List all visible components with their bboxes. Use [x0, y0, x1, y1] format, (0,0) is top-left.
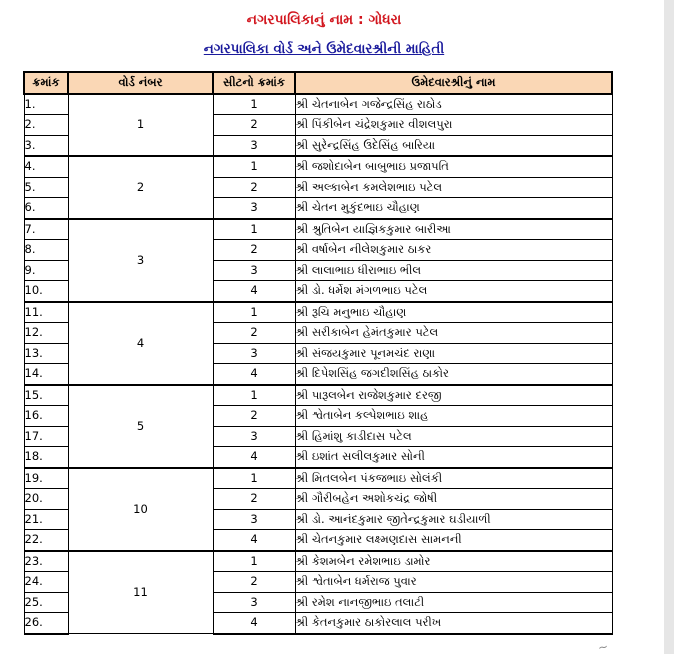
ward-number-cell: 10: [68, 468, 213, 551]
candidate-name-cell: શ્રી કેશમબેન રમેશભાઇ ડામોર: [295, 551, 612, 572]
seat-number-cell: 4: [213, 447, 295, 468]
candidate-name-cell: શ્રી ચેતનાબેન ગજેન્દ્રસિંહ રાઠોડ: [295, 94, 612, 115]
seat-number-cell: 1: [213, 302, 295, 323]
serial-number-cell: 15.: [24, 385, 68, 406]
candidate-name-cell: શ્રી જશોદાબેન બાબુભાઇ પ્રજાપતિ: [295, 156, 612, 177]
ward-number-cell: 4: [68, 302, 213, 385]
seat-number-cell: 1: [213, 156, 295, 177]
candidate-name-cell: શ્રી શ્વેતાબેન કલ્પેશભાઇ શાહ: [295, 406, 612, 427]
seat-number-cell: 3: [213, 135, 295, 156]
seat-number-cell: 1: [213, 551, 295, 572]
serial-number-cell: 25.: [24, 592, 68, 613]
seat-number-cell: 3: [213, 198, 295, 219]
seat-number-cell: 2: [213, 115, 295, 136]
signature-scribble: ~: [596, 639, 610, 655]
seat-number-cell: 3: [213, 426, 295, 447]
column-header-seat: સીટનો ક્રમાંક: [213, 72, 295, 94]
candidate-name-cell: શ્રી પારૂલબેન રાજેશકુમાર દરજી: [295, 385, 612, 406]
seat-number-cell: 2: [213, 489, 295, 510]
ward-number-cell: 1: [68, 94, 213, 157]
table-body: [24, 94, 612, 634]
ward-number-cell: 5: [68, 385, 213, 468]
seat-number-cell: 1: [213, 219, 295, 240]
seat-number-cell: 4: [213, 281, 295, 302]
candidate-name-cell: શ્રી સુરેન્દ્રસિંહ ઉદેસિંહ બારિયા: [295, 135, 612, 156]
serial-number-cell: 19.: [24, 468, 68, 489]
candidate-name-cell: શ્રી ગૌરીબહેન અશોકચંદ્ર જોષી: [295, 489, 612, 510]
serial-number-cell: 7.: [24, 219, 68, 240]
candidate-name-cell: શ્રી શ્રુતિબેન યાજ્ઞિકકુમાર બારીઆ: [295, 219, 612, 240]
candidate-name-cell: શ્રી ડો. આનંદકુમાર જીતેન્દ્રકુમાર ઘડીયાળી: [295, 509, 612, 530]
table-row: [24, 551, 612, 572]
serial-number-cell: 11.: [24, 302, 68, 323]
serial-number-cell: 26.: [24, 613, 68, 634]
seat-number-cell: 4: [213, 364, 295, 385]
serial-number-cell: 8.: [24, 240, 68, 261]
candidate-name-cell: શ્રી પિંકીબેન ચંદ્રેશકુમાર વીશલપુરા: [295, 115, 612, 136]
seat-number-cell: 3: [213, 343, 295, 364]
serial-number-cell: 23.: [24, 551, 68, 572]
candidate-name-cell: શ્રી ઇશાંત સલીલકુમાર સોની: [295, 447, 612, 468]
candidate-name-cell: શ્રી લાલાભાઇ ધીરાભાઇ ભીલ: [295, 260, 612, 281]
serial-number-cell: 24.: [24, 572, 68, 593]
table-row: [24, 156, 612, 177]
table-row: [24, 302, 612, 323]
column-header-ward: વોર્ડ નંબર: [68, 72, 213, 94]
candidate-name-cell: શ્રી રૂચિ મનુભાઇ ચૌહાણ: [295, 302, 612, 323]
serial-number-cell: 21.: [24, 509, 68, 530]
serial-number-cell: 12.: [24, 323, 68, 344]
seat-number-cell: 2: [213, 177, 295, 198]
seat-number-cell: 2: [213, 240, 295, 261]
candidate-name-cell: શ્રી સંજયકુમાર પૂનમચંદ રાણા: [295, 343, 612, 364]
serial-number-cell: 2.: [24, 115, 68, 136]
serial-number-cell: 13.: [24, 343, 68, 364]
municipality-title: નગરપાલિકાનું નામ : ગોધરા: [246, 12, 402, 28]
table-row: [24, 385, 612, 406]
seat-number-cell: 1: [213, 94, 295, 115]
serial-number-cell: 20.: [24, 489, 68, 510]
serial-number-cell: 3.: [24, 135, 68, 156]
seat-number-cell: 2: [213, 323, 295, 344]
ward-number-cell: 3: [68, 219, 213, 302]
candidate-name-cell: શ્રી સરીકાબેન હેમંતકુમાર પટેલ: [295, 323, 612, 344]
seat-number-cell: 3: [213, 260, 295, 281]
seat-number-cell: 3: [213, 592, 295, 613]
candidate-name-cell: શ્રી મિતલબેન પંકજભાઇ સોલંકી: [295, 468, 612, 489]
seat-number-cell: 1: [213, 468, 295, 489]
serial-number-cell: 17.: [24, 426, 68, 447]
serial-number-cell: 9.: [24, 260, 68, 281]
serial-number-cell: 22.: [24, 530, 68, 551]
candidate-name-cell: શ્રી દિપેશસિંહ જગદીશસિંહ ઠાકોર: [295, 364, 612, 385]
candidate-name-cell: શ્રી રમેશ નાનજીભાઇ તલાટી: [295, 592, 612, 613]
candidate-name-cell: શ્રી હિમાંશુ કાડીદાસ પટેલ: [295, 426, 612, 447]
seat-number-cell: 2: [213, 572, 295, 593]
candidate-name-cell: શ્રી કેતનકુમાર ઠાકોરલાલ પરીખ: [295, 613, 612, 634]
candidate-name-cell: શ્રી અલ્કાબેન કમલેશભાઇ પટેલ: [295, 177, 612, 198]
candidate-name-cell: શ્રી ચેતન મુકુંદભાઇ ચૌહાણ: [295, 198, 612, 219]
serial-number-cell: 6.: [24, 198, 68, 219]
serial-number-cell: 18.: [24, 447, 68, 468]
table-row: [24, 94, 612, 115]
candidates-table: [23, 71, 613, 635]
seat-number-cell: 1: [213, 385, 295, 406]
column-header-candidate-name: ઉમેદવારશ્રીનું નામ: [295, 72, 612, 94]
ward-number-cell: 11: [68, 551, 213, 634]
serial-number-cell: 1.: [24, 94, 68, 115]
table-row: [24, 468, 612, 489]
table-subtitle: નગરપાલિકા વોર્ડ અને ઉમેદવારશ્રીની માહિતી: [203, 41, 445, 57]
column-header-serial: ક્રમાંક: [24, 72, 68, 94]
serial-number-cell: 4.: [24, 156, 68, 177]
ward-number-cell: 2: [68, 156, 213, 219]
candidate-name-cell: શ્રી ડો. ધર્મેશ મંગળભાઇ પટેલ: [295, 281, 612, 302]
seat-number-cell: 4: [213, 530, 295, 551]
table-header-row: [24, 72, 612, 94]
seat-number-cell: 4: [213, 613, 295, 634]
candidate-name-cell: શ્રી ચેતનકુમાર લક્ષ્મણદાસ સામનની: [295, 530, 612, 551]
serial-number-cell: 5.: [24, 177, 68, 198]
candidate-name-cell: શ્રી શ્વેતાબેન ધર્મરાજ પુવાર: [295, 572, 612, 593]
page-edge-strip: [664, 0, 674, 654]
table-row: [24, 219, 612, 240]
candidate-name-cell: શ્રી વર્ષાબેન નીલેશકુમાર ઠાકર: [295, 240, 612, 261]
serial-number-cell: 14.: [24, 364, 68, 385]
seat-number-cell: 2: [213, 406, 295, 427]
seat-number-cell: 3: [213, 509, 295, 530]
serial-number-cell: 16.: [24, 406, 68, 427]
serial-number-cell: 10.: [24, 281, 68, 302]
